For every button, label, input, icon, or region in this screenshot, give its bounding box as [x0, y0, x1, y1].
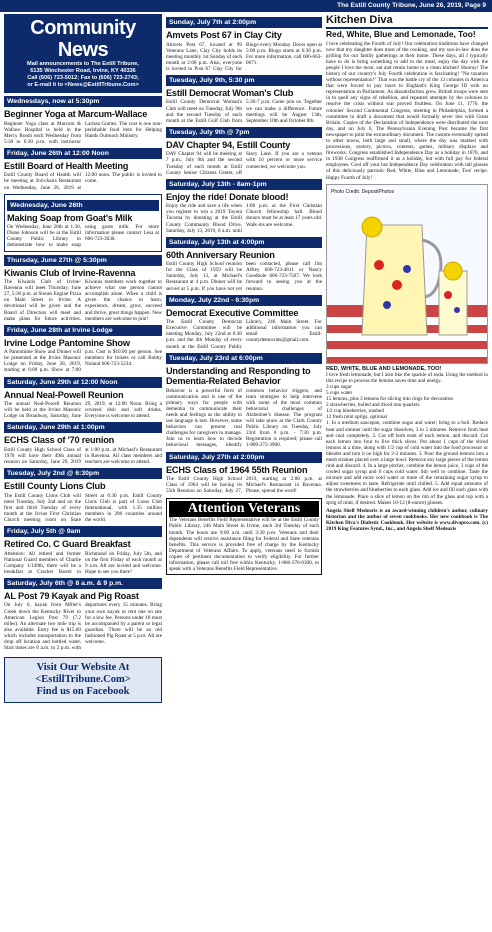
announcement-text: On Wednesday, June 26th at 1:30, Diane Johnson will be at the Estill County Public Library to demonstrate how to make soap using goats milk. For more information please contact Lesa at 606-723-3030. [7, 224, 159, 249]
ingredient-item: 15 lemons, plus 3 lemons for slicing into rings for decoration [326, 396, 453, 403]
announcement-text: Beginner Yoga class at Marcum & Wallace Hospital is held in the Mercy Room each Wednesday from 5:30 to 6:30 p.m. with instructor Larissa Gomez. The cost is one non-perishable food item for Helping Hands Outreach Ministry. [4, 120, 162, 145]
announcement [4, 468, 162, 523]
announcement [166, 452, 322, 495]
community-news-masthead [4, 14, 162, 93]
announcement [4, 377, 162, 420]
kitchen-diva-intro: I love celebrating the Fourth of July! Our celebration traditions have changed now that my daughter does most of the cooking, and my son-in-law does the grilling for our family gatherings at their home. These days, all I typically have to do is bring something to add to the meal, enjoy the day with the people I love the most, eat and return home to a clean kitchen! Hooray! The history of our country's July Fourth celebration is fascinating! "No taxation without representation!" That was the battle cry of the 13 colonies in America that were forced to pay taxes to England's King George III with no representation in Parliament. As dissatisfaction grew, British troops were sent in to quell any signs of rebellion, and repeated attempts by the colonies to resolve the crisis without war proved fruitless. On June 11, 1776, the colonies' Second Continental Congress, meeting in Philadelphia, formed a committee to draft a document that would formally sever ties with Great Britain. Copies of the Declaration of Independence were distributed the next day, and on July 6, The Pennsylvania Evening Post became the first newspaper to print the extraordinary document. The custom eventually spread to other towns, both large and small, where the day was marked with processions, oratory, picnics, contests, games, military displays and fireworks. Congress established Independence Day as a holiday in 1870, and in 1938 Congress reaffirmed it as a holiday, but with full pay for federal employees. Cool off your hot Independence Day celebration with tall glasses of this deliciously patriotic Red, White, Blue and Lemonade, Too! recipe. Happy Fourth of July! [326, 40, 488, 181]
attention-veterans-text: The Veterans Benefits Field Representative will be at the Estill County Public Library, 246 Main Street in Irvine, each 3rd Tuesday of each month. The hours are 9:00 a.m. until 3:30 p.m. Veterans and their dependents will receive assistance filing for Federal and State veterans benefits. This service is provided free of charge by the Kentucky Department of Veterans Affairs. To apply, veterans need to furnish copies of pertinent documentation to verify eligibility. For further information, please call toll free within Kentucky, 1-866-376-0300, to speak with a Veterans Benefits Field Representative. [169, 517, 319, 573]
column-community-1 [4, 14, 162, 932]
page-header: The Estill County Tribune, June 26, 2019, Page 9 [0, 0, 492, 12]
announcement-text: Estill County High School Class of 1970 will have their 49th annual reunion on Saturday, June 29, 2019 at 1:00 p.m. at Michael's Restaurant in Ravenna. All class members and teachers are welcome to attend. [4, 446, 162, 466]
announcement-headline: Beginner Yoga at Marcum-Wallace [4, 109, 148, 119]
announcement-headline: Understanding and Responding to Dementia-Related Behavior [166, 365, 311, 387]
announcement-date-bar: Saturday, July 6th @ 8 a.m. & 9 p.m. [4, 578, 162, 589]
announcement [4, 194, 162, 252]
website-link[interactable]: <EstillTribune.Com> [35, 674, 131, 686]
announcement-headline: Estill Democrat Woman's Club [166, 87, 294, 98]
announcement-text: Behavior is a powerful form of communication and is one of the primary ways for people with dementia to communicate their needs and feelings as the ability to use language is lost. However, some behaviors can present real challenges for caregivers to manage. Join us to learn how to decode behavioral messages, identify common behavior triggers, and learn strategies to help intervene with some of the most common behavioral challenges of Alzheimer's disease. The program will take place at the Clark County Public Library on Tuesday, July 23rd from 6 p.m. - 7:30 p.m. Registration is required; please call 1-800-272-3900. [166, 387, 322, 449]
announcement [166, 295, 322, 350]
announcement-headline: Estill Board of Health Meeting [4, 160, 129, 171]
announcement-date-bar: Tuesday, July 2nd @ 6:30pm [4, 468, 162, 479]
announcement [4, 148, 162, 191]
announcement [4, 578, 162, 651]
recipe-title: RED, WHITE, BLUE AND LEMONADE, TOO! [326, 365, 442, 372]
announcement-headline: Kiwanis Club of Irvine-Ravenna [4, 267, 136, 278]
announcement-date-bar: Tuesday, July 9th, 5:30 pm [166, 75, 322, 86]
announcement-date-bar: Monday, July 22nd - 6:30pm [166, 295, 322, 306]
announcement-headline: AL Post 79 Kayak and Pig Roast [4, 590, 139, 601]
announcement-date-bar: Saturday, June 29th at 12:00 Noon [4, 377, 162, 388]
announcement [4, 96, 162, 145]
announcement-date-bar: Saturday, July 13th at 4:00pm [166, 237, 322, 248]
announcement-date-bar: Tuesday, July 9th @ 7pm [166, 127, 322, 138]
announcement-headline: ECHS Class of '70 reunion [4, 435, 115, 446]
announcement [166, 127, 322, 176]
announcement-headline: Democrat Executive Committee [166, 307, 299, 318]
kitchen-diva-headline: Red, White, Blue and Lemonade, Too! [326, 29, 476, 39]
announcement-text: Amvets Post 67, located at 99 Veterans Lane, Clay City holds its meeting monthly 1st Sunday of each month at 2:00 p.m. Also, everyone is invited to Post 67 Clay City for Bingo every Monday. Doors open at 5:00 p.m. Bingo starts at 6:30 p.m. For more information, call 606-663-0671. [166, 41, 322, 72]
facebook-link[interactable]: Find us on Facebook [36, 686, 130, 698]
announcement [4, 422, 162, 465]
announcement-date-bar: Saturday, July 27th at 2:00pm [166, 452, 322, 463]
announcement-headline: ECHS Class of 1964 55th Reunion [166, 464, 308, 475]
recipe-ingredients [326, 384, 488, 421]
announcement-headline: Making Soap from Goat's Milk [7, 212, 133, 223]
announcement [166, 75, 322, 124]
community-contact-line-3: Call (606) 723-5012; Fax to (606) 723-2743; [27, 75, 139, 81]
announcement-text: On July 6, kayak from Miller's Creek down the Kentucky River to American Legion Post 79 (7.2 miles). An alternate two mile trip is also available. Entry fee is $15.00 which includes transportation to the drop off location and bottled water. Start times are 8 a.m. to 2 p.m. with departures every 15 minutes. Bring your own kayak or rent one on site for a low fee. Persons under 18 must be accompanied by a parent or legal guardian. There will be an old fashioned Pig Roast at 5 p.m. All are welcome. [4, 602, 162, 652]
kitchen-diva-title: Kitchen Diva [326, 14, 488, 29]
announcement-date-bar: Wednesday, June 26th [7, 200, 159, 211]
announcement-text: Enjoy the ride and save a life when you register to win a 2019 Toyota Tacoma by donating at the Estill County Community Blood Drive, Saturday, July 13, 2019, 8 a.m. until 1:00 p.m. at the First Christian Church fellowship hall. Blood donors must be at least 17 years old. Walk-ins are welcome. [166, 203, 322, 234]
announcement-date-bar: Sunday, July 7th at 2:00pm [166, 17, 322, 28]
announcement-date-bar: Friday, July 5th @ 9am [4, 526, 162, 537]
announcement [4, 325, 162, 374]
announcement-date-bar: Saturday, July 13th - 8am-1pm [166, 179, 322, 190]
announcement [4, 255, 162, 322]
announcement-headline: Estill County Lions Club [4, 481, 106, 492]
lemonade-photo [326, 184, 488, 364]
ingredient-item: 2 strawberries, hulled and diced into quarters [326, 402, 420, 409]
author-footer: Angela Shelf Medearis is an award-winning children's author, culinary historian and the author of seven cookbooks. Her new cookbook is The Kitchen Diva's Diabetic Cookbook. Her website is www.divapro.com. (c) 2019 King Features Synd., Inc., and Angela Shelf Medearis [326, 507, 488, 532]
announcement-text: Estill County Democrat Woman's Club will meet on Tuesday, July 9th and the second Tuesday of each month at the Estill Golf Club from 5:30-7 p.m. Come join us. Together we can make a difference. Future meetings will be August 13th, September 10th and October 8th. [166, 99, 322, 124]
ingredient-item: 3 cups sugar [326, 383, 352, 390]
announcement [166, 353, 322, 449]
announcement-text: The annual Neal-Powell Reunion will be held at the Irvine Masonic Lodge on Broadway, Saturday, June 29, 2019, at 12:00 Noon. Bring a covered dish and soft drinks. Everyone is welcome to attend. [4, 401, 162, 420]
announcement [166, 179, 322, 234]
announcement-text: The Estill County High School Class of 1964 will be having its 55th Reunion on Saturday, July 27, 2019, starting at 2:00 p.m. at Michael's Restaurant in Ravenna. Please, spread the word! [166, 476, 322, 495]
ingredient-item: 5 cups water [326, 389, 353, 396]
community-contact-email[interactable]: or E-mail it to <News@EstillTribune.Com> [27, 82, 139, 88]
announcement-date-bar: Friday, June 26th at 12:00 Noon [4, 148, 162, 159]
community-contact-line-2: 6135 Winchester Road, Irvine, KY 40336 [30, 68, 136, 74]
announcement-date-bar: Saturday, June 29th at 1:00pm [4, 422, 162, 433]
announcement-text: A Pantomime Show and Dinner will be presented at the Irvine Masonic Lodge on Friday, June 28, 2019, starting at 6:00 p.m. Show at 7:00 p.m. Cost is $10.00 per person. See members for tickets or call Bobby Noland 606-723-5234. [4, 349, 162, 374]
ingredient-item: 12 fresh mint sprigs, optional [326, 414, 387, 421]
announcement-text: The Estill County Lions Club will meet Tuesday, July 2nd and on the first and third Tuesday of every month at the Irvine First Christian Church meeting room on State Street at 6:30 p.m. Estill County Lions Club is part of Lions Club International, with 1.35 million members in 200 countries around the world. [4, 492, 162, 523]
photo-credit: Photo Credit: DepositPhotos [331, 188, 395, 195]
announcement-headline: Retired Co. C Guard Breakfast [4, 539, 131, 550]
lemonade-pitcher-illustration [327, 185, 487, 363]
announcement-text: The Estill County Democrat Executive Committee will be meeting Monday, July 22nd at 6:30 p.m. and the 4th Monday of every month at the Estill County Public Library, 246 Main Street. For additional information you can email Estill-countydemocrats@gmail.com. [166, 319, 322, 350]
announcement-text: Attention: All retired and former National Guard members of Charlie Company 1/149th, there will be a breakfast at Cracker Barrel in Richmond on Friday, July 5th, and on the first Friday of each month at 9 a.m. All are invited and welcome. Hope to see you there! [4, 550, 162, 575]
announcement-text: The Kiwanis Club of Irvine-Ravenna will meet Thursday, June 27, 5:30 p.m. at Stones Engine Pizza on Main Street in Irvine. A devotional will be given and the Board of Directors will meet and make plans for future activities. Kiwanis members work together to achieve what one person cannot accomplish alone. When a child is given the chance to learn, experience, dream, grow, succeed and thrive, great things happen. New members are welcome to join! [4, 279, 162, 322]
announcement-text: Estill County High School reunion for the Class of 1959 will be Saturday, July 13, at Michael's Restaurant at 4 p.m. Dinner will be served at 5 p.m. If you have not yet been contacted, please call Jim Alfrey 606-723-4811 or Nancy Goodbole 606-723-7507. We look forward to seeing you at the reunion. [166, 261, 322, 292]
ingredient-item: 1/2 cup blueberries, washed [326, 408, 384, 415]
column-community-2 [166, 14, 322, 932]
visit-website-line: Visit Our Website At [36, 662, 130, 674]
announcement-date-bar: Thursday, June 27th @ 5:30pm [4, 255, 162, 266]
visit-website-box[interactable] [4, 657, 162, 703]
announcement-headline: 60th Anniversary Reunion [166, 249, 275, 260]
community-news-title: Community News [30, 17, 136, 61]
announcement-text: Estill County Board of Health will be meeting at 3rd-chairs Restaurant on Wednesday, June 26, 2019 at 12:00 noon. The public is invited to come. [4, 172, 162, 191]
recipe-steps: 1. In a medium saucepan, combine sugar and water; bring to a boil. Reduce heat and simmer until the sugar dissolves, 3 to 5 minutes. Remove from heat and cool completely. 2. Cut off both ends of each lemon, and discard. Cut each lemon into four to five thick slices. Put about 1 cups of the sliced lemons at a time, along with 1/2 cup of cold water into the food processor or blender and turn it on high for 2-3 minutes. 3. Pour the ground lemons into a mesh strainer placed over a large bowl. Remove any large pieces of the lemon rind and discard. 4. In a large pitcher, combine the lemon juice, 3 cups of the cooled sugar syrup and 6 cups cold water. Stir well to combine. Taste the mixture and add more cold water or more of the remaining sugar syrup to adjust sweetness to taste. Refrigerate until chilled. 5. Add equal amounts of the strawberries and blueberries to each glass. Add ice and fill each glass with the lemonade. Place a slice of lemon on the rim of the glass and top with a sprig of mint, if desired. Makes 10-12 (8-ounce) glasses. [326, 420, 488, 506]
announcement-headline: Irvine Lodge Pantomine Show [4, 337, 130, 348]
announcement-headline: Enjoy the ride! Donate blood! [166, 191, 289, 202]
community-contact-line-1: Mail announcements to The Estill Tribune, [27, 61, 139, 67]
announcement [4, 526, 162, 575]
announcement [166, 17, 322, 72]
attention-veterans-box [166, 498, 322, 575]
announcement-text: DAV Chapter 94 will be meeting at 7 p.m., July 9th and the second Tuesday of each month at Estill County Senior Citizens Center, off Stacy Lane. If you are a veteran with 10 percent or more service connected, we welcome you. [166, 151, 322, 176]
announcement-headline: Amvets Post 67 in Clay City [166, 30, 282, 40]
announcement [166, 237, 322, 292]
column-kitchen-diva [326, 14, 488, 932]
attention-veterans-title: Attention Veterans [169, 501, 319, 517]
announcement-date-bar: Friday, June 28th at Irvine Lodge [4, 325, 162, 336]
recipe-intro: I love fresh lemonade, but I also like the sparkle of soda. Using the method in this recipe to process the lemons saves time and energy. [326, 371, 488, 384]
announcement-date-bar: Wednesdays, now at 5:30pm [4, 96, 162, 107]
announcement-headline: DAV Chapter 94, Estill County [166, 139, 291, 150]
announcement-headline: Annual Neal-Powell Reunion [4, 389, 124, 400]
announcement-date-bar: Tuesday, July 23rd at 6:00pm [166, 353, 322, 364]
